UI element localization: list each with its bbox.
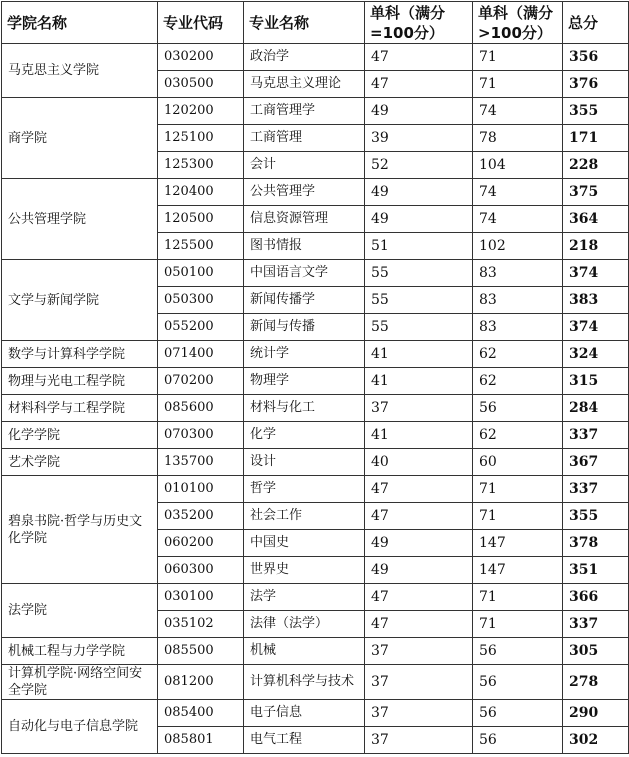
college-name-cell: 马克思主义学院 — [2, 44, 158, 98]
college-name-cell: 计算机学院·网络空间安全学院 — [2, 665, 158, 700]
major-code-cell: 120400 — [158, 179, 244, 206]
college-name-cell: 碧泉书院·哲学与历史文化学院 — [2, 476, 158, 584]
total-score-cell: 355 — [563, 503, 629, 530]
major-code-cell: 125300 — [158, 152, 244, 179]
single-gt100-cell: 60 — [473, 449, 563, 476]
major-code-cell: 035102 — [158, 611, 244, 638]
single-gt100-cell: 56 — [473, 638, 563, 665]
total-score-cell: 337 — [563, 422, 629, 449]
major-name-cell: 新闻与传播 — [244, 314, 365, 341]
single-gt100-cell: 71 — [473, 71, 563, 98]
table-row — [2, 449, 629, 476]
single-gt100-cell: 74 — [473, 179, 563, 206]
major-code-cell: 035200 — [158, 503, 244, 530]
college-name-cell: 自动化与电子信息学院 — [2, 700, 158, 754]
total-score-cell: 351 — [563, 557, 629, 584]
single-gt100-cell: 71 — [473, 44, 563, 71]
single-gt100-cell: 56 — [473, 395, 563, 422]
major-code-cell: 060200 — [158, 530, 244, 557]
college-name-cell: 公共管理学院 — [2, 179, 158, 260]
table-row — [2, 179, 629, 206]
major-name-cell: 统计学 — [244, 341, 365, 368]
single-100-cell: 39 — [365, 125, 473, 152]
major-name-cell: 信息资源管理 — [244, 206, 365, 233]
major-code-cell: 050100 — [158, 260, 244, 287]
major-name-cell: 图书情报 — [244, 233, 365, 260]
major-code-cell: 010100 — [158, 476, 244, 503]
single-100-cell: 47 — [365, 476, 473, 503]
college-name-cell: 文学与新闻学院 — [2, 260, 158, 341]
major-name-cell: 法律（法学） — [244, 611, 365, 638]
college-name-cell: 数学与计算科学学院 — [2, 341, 158, 368]
total-score-cell: 284 — [563, 395, 629, 422]
single-100-cell: 37 — [365, 727, 473, 754]
total-score-cell: 367 — [563, 449, 629, 476]
single-gt100-cell: 56 — [473, 700, 563, 727]
total-score-cell: 356 — [563, 44, 629, 71]
major-code-cell: 030200 — [158, 44, 244, 71]
major-name-cell: 哲学 — [244, 476, 365, 503]
major-code-cell: 055200 — [158, 314, 244, 341]
major-name-cell: 新闻传播学 — [244, 287, 365, 314]
college-name-cell: 物理与光电工程学院 — [2, 368, 158, 395]
table-header-row — [2, 2, 629, 44]
major-code-cell: 030500 — [158, 71, 244, 98]
total-score-cell: 324 — [563, 341, 629, 368]
major-name-cell: 政治学 — [244, 44, 365, 71]
single-100-cell: 41 — [365, 368, 473, 395]
single-100-cell: 49 — [365, 179, 473, 206]
major-name-cell: 物理学 — [244, 368, 365, 395]
total-score-cell: 305 — [563, 638, 629, 665]
single-100-cell: 41 — [365, 341, 473, 368]
major-name-cell: 材料与化工 — [244, 395, 365, 422]
single-100-cell: 51 — [365, 233, 473, 260]
header-college: 学院名称 — [2, 2, 158, 44]
table-row — [2, 395, 629, 422]
single-gt100-cell: 78 — [473, 125, 563, 152]
header-major: 专业名称 — [244, 2, 365, 44]
single-100-cell: 41 — [365, 422, 473, 449]
single-100-cell: 49 — [365, 557, 473, 584]
major-name-cell: 法学 — [244, 584, 365, 611]
major-code-cell: 085500 — [158, 638, 244, 665]
major-code-cell: 125500 — [158, 233, 244, 260]
header-single-100: 单科（满分=100分） — [365, 2, 473, 44]
score-table — [1, 1, 629, 754]
total-score-cell: 228 — [563, 152, 629, 179]
single-100-cell: 47 — [365, 611, 473, 638]
major-code-cell: 081200 — [158, 665, 244, 700]
college-name-cell: 化学学院 — [2, 422, 158, 449]
single-gt100-cell: 83 — [473, 287, 563, 314]
single-gt100-cell: 62 — [473, 341, 563, 368]
total-score-cell: 364 — [563, 206, 629, 233]
single-gt100-cell: 62 — [473, 422, 563, 449]
table-body — [2, 44, 629, 754]
college-name-cell: 材料科学与工程学院 — [2, 395, 158, 422]
major-name-cell: 马克思主义理论 — [244, 71, 365, 98]
major-code-cell: 085400 — [158, 700, 244, 727]
single-100-cell: 55 — [365, 314, 473, 341]
major-code-cell: 070300 — [158, 422, 244, 449]
single-100-cell: 37 — [365, 395, 473, 422]
single-100-cell: 47 — [365, 44, 473, 71]
total-score-cell: 278 — [563, 665, 629, 700]
major-name-cell: 机械 — [244, 638, 365, 665]
major-code-cell: 050300 — [158, 287, 244, 314]
total-score-cell: 376 — [563, 71, 629, 98]
total-score-cell: 315 — [563, 368, 629, 395]
total-score-cell: 337 — [563, 476, 629, 503]
college-name-cell: 法学院 — [2, 584, 158, 638]
single-100-cell: 49 — [365, 206, 473, 233]
major-name-cell: 电子信息 — [244, 700, 365, 727]
single-100-cell: 37 — [365, 665, 473, 700]
single-100-cell: 55 — [365, 287, 473, 314]
total-score-cell: 375 — [563, 179, 629, 206]
major-code-cell: 125100 — [158, 125, 244, 152]
single-gt100-cell: 104 — [473, 152, 563, 179]
major-code-cell: 060300 — [158, 557, 244, 584]
major-name-cell: 化学 — [244, 422, 365, 449]
single-gt100-cell: 56 — [473, 665, 563, 700]
table-row — [2, 98, 629, 125]
single-gt100-cell: 71 — [473, 584, 563, 611]
single-100-cell: 47 — [365, 584, 473, 611]
total-score-cell: 355 — [563, 98, 629, 125]
single-100-cell: 55 — [365, 260, 473, 287]
table-row — [2, 422, 629, 449]
major-name-cell: 会计 — [244, 152, 365, 179]
major-code-cell: 070200 — [158, 368, 244, 395]
single-100-cell: 40 — [365, 449, 473, 476]
total-score-cell: 374 — [563, 314, 629, 341]
major-name-cell: 世界史 — [244, 557, 365, 584]
single-100-cell: 49 — [365, 98, 473, 125]
single-gt100-cell: 56 — [473, 727, 563, 754]
total-score-cell: 302 — [563, 727, 629, 754]
college-name-cell: 商学院 — [2, 98, 158, 179]
table-row — [2, 368, 629, 395]
table-row — [2, 44, 629, 71]
single-100-cell: 47 — [365, 503, 473, 530]
single-gt100-cell: 83 — [473, 260, 563, 287]
total-score-cell: 171 — [563, 125, 629, 152]
major-name-cell: 设计 — [244, 449, 365, 476]
single-gt100-cell: 74 — [473, 206, 563, 233]
single-100-cell: 52 — [365, 152, 473, 179]
major-name-cell: 中国史 — [244, 530, 365, 557]
major-code-cell: 030100 — [158, 584, 244, 611]
single-100-cell: 37 — [365, 638, 473, 665]
major-code-cell: 120500 — [158, 206, 244, 233]
total-score-cell: 366 — [563, 584, 629, 611]
total-score-cell: 290 — [563, 700, 629, 727]
table-row — [2, 341, 629, 368]
major-code-cell: 135700 — [158, 449, 244, 476]
major-code-cell: 120200 — [158, 98, 244, 125]
table-row — [2, 700, 629, 727]
single-gt100-cell: 102 — [473, 233, 563, 260]
major-name-cell: 工商管理学 — [244, 98, 365, 125]
table-row — [2, 476, 629, 503]
major-name-cell: 公共管理学 — [244, 179, 365, 206]
single-gt100-cell: 83 — [473, 314, 563, 341]
header-single-gt100: 单科（满分>100分） — [473, 2, 563, 44]
college-name-cell: 艺术学院 — [2, 449, 158, 476]
single-gt100-cell: 71 — [473, 476, 563, 503]
major-name-cell: 电气工程 — [244, 727, 365, 754]
header-code: 专业代码 — [158, 2, 244, 44]
single-gt100-cell: 147 — [473, 557, 563, 584]
total-score-cell: 218 — [563, 233, 629, 260]
total-score-cell: 383 — [563, 287, 629, 314]
single-gt100-cell: 71 — [473, 611, 563, 638]
college-name-cell: 机械工程与力学学院 — [2, 638, 158, 665]
table-row — [2, 584, 629, 611]
single-100-cell: 37 — [365, 700, 473, 727]
single-gt100-cell: 147 — [473, 530, 563, 557]
single-gt100-cell: 71 — [473, 503, 563, 530]
table-row — [2, 260, 629, 287]
table-row — [2, 665, 629, 700]
total-score-cell: 337 — [563, 611, 629, 638]
major-name-cell: 计算机科学与技术 — [244, 665, 365, 700]
single-100-cell: 47 — [365, 71, 473, 98]
major-code-cell: 071400 — [158, 341, 244, 368]
total-score-cell: 378 — [563, 530, 629, 557]
single-100-cell: 49 — [365, 530, 473, 557]
major-name-cell: 工商管理 — [244, 125, 365, 152]
major-code-cell: 085600 — [158, 395, 244, 422]
table-row — [2, 638, 629, 665]
header-total: 总分 — [563, 2, 629, 44]
total-score-cell: 374 — [563, 260, 629, 287]
major-name-cell: 中国语言文学 — [244, 260, 365, 287]
major-code-cell: 085801 — [158, 727, 244, 754]
major-name-cell: 社会工作 — [244, 503, 365, 530]
single-gt100-cell: 74 — [473, 98, 563, 125]
single-gt100-cell: 62 — [473, 368, 563, 395]
